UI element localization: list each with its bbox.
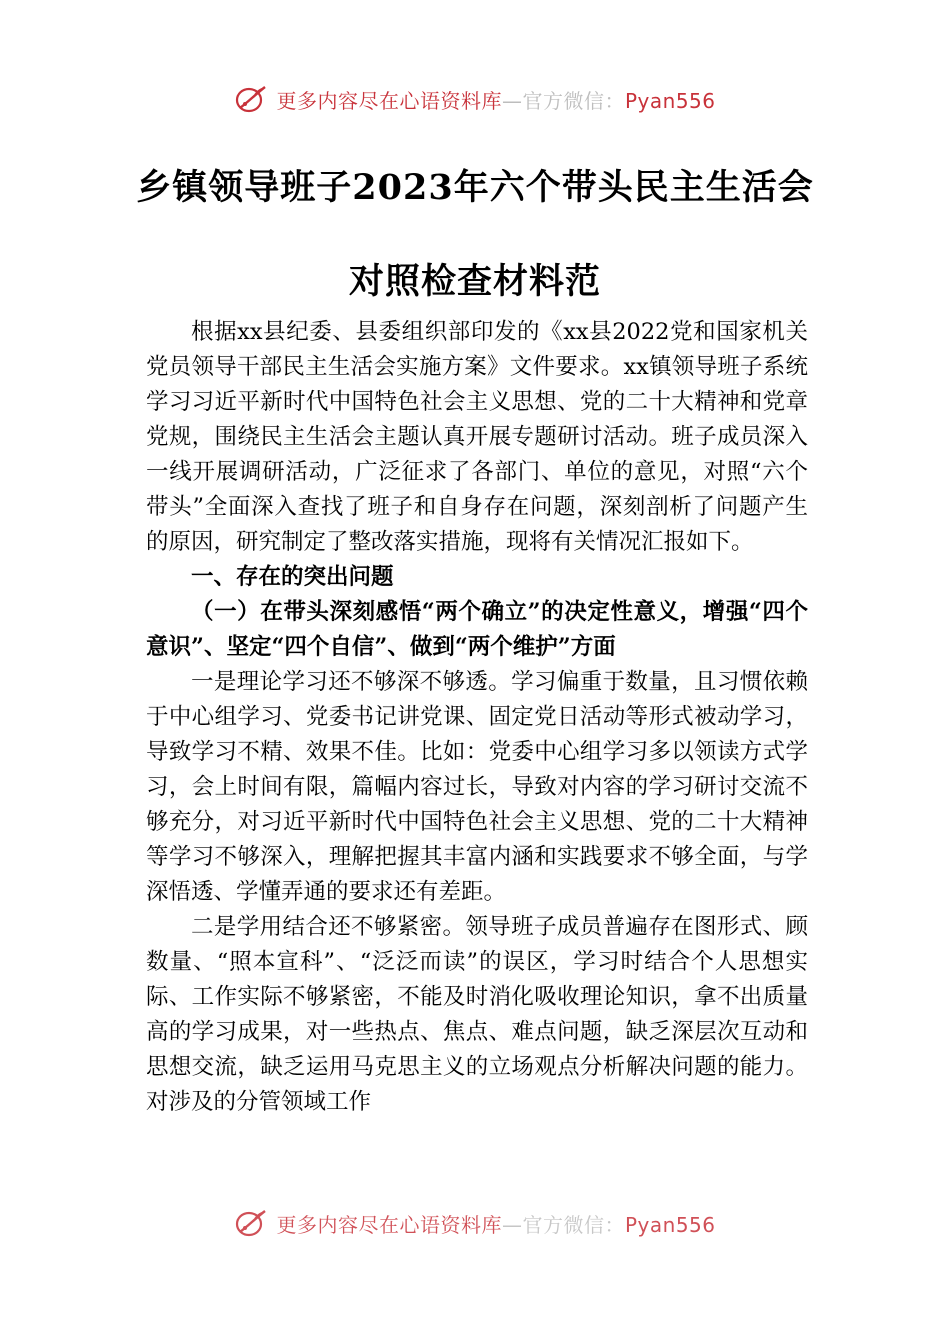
quill-logo-icon <box>234 84 268 114</box>
section-heading: 一、存在的突出问题 <box>191 564 394 590</box>
subsection-heading: （一）在带头深刻感悟“两个确立”的决定性意义，增强“四个意识”、坚定“四个自信”、做到“两个维护”方面 <box>146 599 808 660</box>
watermark-text <box>276 1209 715 1238</box>
document-title-line2: 对照检查材料范 <box>348 261 601 302</box>
watermark-suffix: Pyan556 <box>624 88 716 113</box>
watermark-suffix: Pyan556 <box>624 1212 716 1237</box>
intro-paragraph: 根据xx县纪委、县委组织部印发的《xx县2022党和国家机关党员领导干部民主生活会实施方案》文件要求。xx镇领导班子系统学习习近平新时代中国特色社会主义思想、党的二十大精神和党章党规，围绕民主生活会主题认真开展专题研讨活动。班子成员深入一线开展调研活动，广泛征求了各部门、单位的意见，对照“六个带头”全面深入查找了班子和自身存在问题，深刻剖析了问题产生的原因，研究制定了整改落实措施，现将有关情况汇报如下。 <box>146 319 808 555</box>
document-title-line1: 乡镇领导班子2023年六个带头民主生活会 <box>136 167 814 208</box>
watermark-prefix: 更多内容尽在心语资料库 <box>276 1212 502 1237</box>
body-paragraph-1: 一是理论学习还不够深不够透。学习偏重于数量，且习惯依赖于中心组学习、党委书记讲党课、固定党日活动等形式被动学习，导致学习不精、效果不佳。比如：党委中心组学习多以领读方式学习，会上时间有限，篇幅内容过长，导致对内容的学习研讨交流不够充分，对习近平新时代中国特色社会主义思想、党的二十大精神等学习不够深入，理解把握其丰富内涵和实践要求不够全面，与学深悟透、学懂弄通的要求还有差距。 <box>146 669 808 905</box>
watermark-middle: —官方微信： <box>501 1212 625 1237</box>
watermark-prefix: 更多内容尽在心语资料库 <box>276 88 502 113</box>
document-body <box>146 315 808 1120</box>
quill-logo-icon <box>234 1208 268 1238</box>
watermark-text <box>276 85 715 114</box>
body-paragraph-2: 二是学用结合还不够紧密。领导班子成员普遍存在图形式、顾数量、“照本宣科”、“泛泛而读”的误区，学习时结合个人思想实际、工作实际不够紧密，不能及时消化吸收理论知识，拿不出质量高的学习成果，对一些热点、焦点、难点问题，缺乏深层次互动和思想交流，缺乏运用马克思主义的立场观点分析解决问题的能力。对涉及的分管领域工作 <box>146 914 808 1115</box>
watermark-footer <box>0 1208 950 1238</box>
watermark-middle: —官方微信： <box>501 88 625 113</box>
watermark-header <box>0 84 950 114</box>
